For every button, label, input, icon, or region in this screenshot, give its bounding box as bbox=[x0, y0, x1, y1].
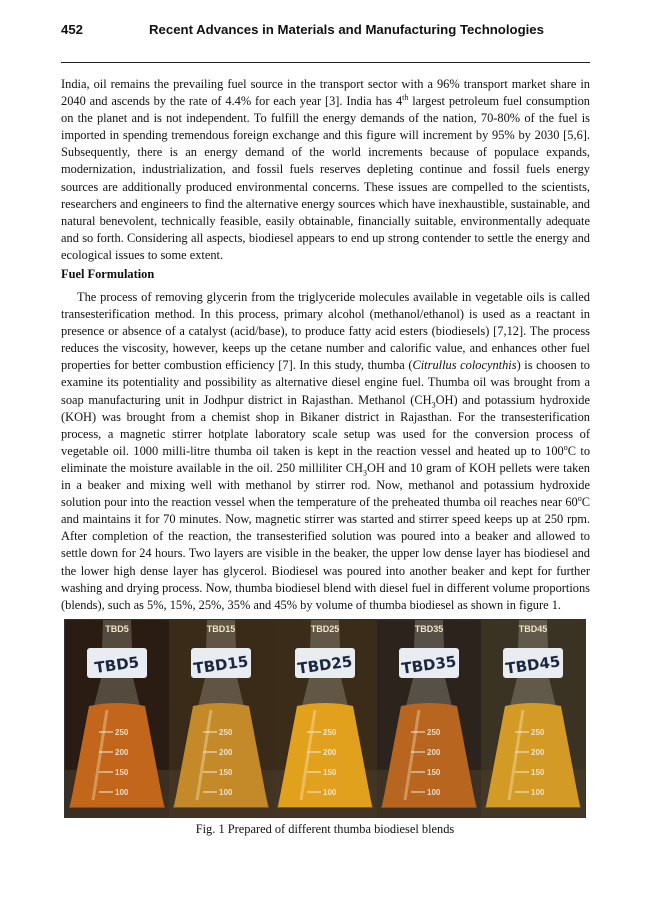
figure-caption: Fig. 1 Prepared of different thumba biodiesel blends bbox=[195, 822, 455, 836]
graduation-label: 250 bbox=[219, 728, 233, 737]
paragraph-fuel-formulation: The process of removing glycerin from the triglyceride molecules available in vegetable oils is called transesterification method. In this process, primary alcohol (methanol/ethanol) is used as a reactant in presence or absence of a catalyst (acid/base), to produce fatty acid esters (biodiesels) [7,12]. The process reduces the viscosity, however, keeps up the cetane number and calorific value, and enhances other fuel properties for better combustion efficiency [7]. In this study, thumba (Citrullus colocynthis) is choosen to examine its potentiality and possibility as alternative diesel engine fuel. Thumba oil was brought from a soap manufacturing unit in Jodhpur district in Rajasthan. Methanol $(CH_3OH)$ and potassium hydroxide (KOH) was brought from a chemist shop in Bikaner district in Rajasthan. For the transesterification process, a magnetic stirrer hotplate laboratory scale setup was used for the conversion process of vegetable oil. 1000 milli-litre thumba oil taken is kept in the reaction vessel and heated up to 100$^o$C to eliminate the moisture available in the oil. 250 milliliter $CH_3OH$ and 10 gram of KOH pellets were taken in a beaker and mixing well with methanol by stirrer rod. Now, methanol and potassium hydroxide solution pour into the reaction vessel when the temperature of the preheated thumba oil reaches near 60$^o$C and maintains it for 70 minutes. Now, magnetic stirrer was started and stirrer speed keeps up at 250 rpm. After completion of the reaction, the transesterified solution was poured into a beaker and allowed to settle down for 24 hours. Two layers are visible in the beaker, the upper low dense layer has biodiesel and the lower high dense layer has glycerol. Biodiesel was poured into another beaker and kept for further washing and drying process. Now, thumba biodiesel blend with diesel fuel in different volume proportions (blends), such as 5%, 15%, 25%, 35% and 45% by volume of thumba biodiesel as shown in figure 1. bbox=[61, 290, 591, 612]
graduation-label: 150 bbox=[427, 768, 441, 777]
graduation-label: 200 bbox=[427, 748, 441, 757]
graduation-label: 100 bbox=[115, 788, 129, 797]
figure-biodiesel-blends-photo bbox=[64, 619, 586, 818]
panel-top-label: TBD15 bbox=[206, 624, 236, 634]
section-heading: Fuel Formulation bbox=[61, 267, 155, 281]
graduation-label: 200 bbox=[115, 748, 129, 757]
panel-top-label: TBD45 bbox=[518, 624, 548, 634]
header-rule bbox=[61, 62, 590, 63]
flask-panel bbox=[481, 620, 585, 817]
graduation-label: 200 bbox=[323, 748, 337, 757]
graduation-label: 250 bbox=[531, 728, 545, 737]
flask-handwritten-tag: TBD5 bbox=[93, 652, 141, 678]
running-header bbox=[61, 22, 590, 42]
flask-handwritten-tag: TBD25 bbox=[296, 652, 354, 678]
flask-handwritten-tag: TBD35 bbox=[400, 652, 458, 678]
flask-panel bbox=[377, 620, 481, 817]
graduation-label: 150 bbox=[219, 768, 233, 777]
graduation-label: 200 bbox=[219, 748, 233, 757]
graduation-label: 100 bbox=[323, 788, 337, 797]
graduation-label: 100 bbox=[219, 788, 233, 797]
journal-title: Recent Advances in Materials and Manufacturing Technologies bbox=[149, 22, 544, 37]
panel-top-label: TBD35 bbox=[414, 624, 444, 634]
graduation-label: 150 bbox=[531, 768, 545, 777]
flask-panel bbox=[65, 620, 169, 817]
graduation-label: 100 bbox=[427, 788, 441, 797]
flask-handwritten-tag: TBD45 bbox=[504, 652, 562, 678]
graduation-label: 150 bbox=[115, 768, 129, 777]
panel-top-label: TBD25 bbox=[310, 624, 340, 634]
graduation-label: 100 bbox=[531, 788, 545, 797]
flask-panel bbox=[169, 620, 273, 817]
graduation-label: 250 bbox=[323, 728, 337, 737]
graduation-label: 150 bbox=[323, 768, 337, 777]
flask-panel bbox=[273, 620, 377, 817]
paragraph-intro: India, oil remains the prevailing fuel source in the transport sector with a 96% transport market share in 2040 and ascends by the rate of 4.4% for each year [3]. India has 4th largest petroleum fuel consumption on the planet and is not independent. To fulfill the energy demands of the nation, 70-80% of the fuel is imported in spending tremendous foreign exchange and this figure will increment by 95% by 2030 [5,6]. Subsequently, there is an energy demand of the world increments because of populace expands, modernization, industrialization, and fossil fuels reserves depleting continue and fossil fuels energy sources are additionally produced environmental concerns. These issues are compelled to the scientists, researchers and engineers to find the alternative energy sources which have inexhaustible, sustainable, and natural benevolent, technically feasible, easily obtainable, financially suitable, environmentally adequate and so forth. Considering all aspects, biodiesel appears to end up strong contender to settle the energy and ecological issues to some extent. bbox=[61, 77, 590, 262]
graduation-label: 250 bbox=[115, 728, 129, 737]
graduation-label: 250 bbox=[427, 728, 441, 737]
page-number: 452 bbox=[61, 22, 84, 37]
panel-top-label: TBD5 bbox=[105, 624, 129, 634]
graduation-label: 200 bbox=[531, 748, 545, 757]
flask-handwritten-tag: TBD15 bbox=[192, 652, 250, 678]
